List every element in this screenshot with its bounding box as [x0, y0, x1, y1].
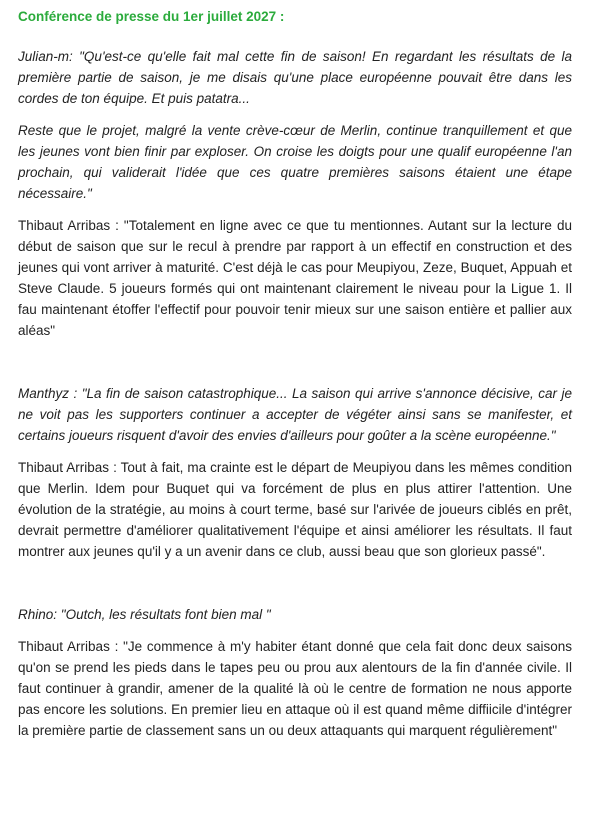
answer-arribas-2: Thibaut Arribas : Tout à fait, ma crainte est le départ de Meupiyou dans les mêmes condition que Merlin. Idem pour Buquet qui va forcément de plus en plus attirer l'attention. Une évolution de la stratégie, au moins à court terme, basé sur l'arivée de joueurs ciblés en prêt, devrait permettre d'améliorer qualitativement l'équipe et ainsi améliorer les résultats. Il faut montrer aux jeunes qu'il y a un avenir dans ce club, aussi beau que son glorieux passé". [18, 460, 572, 559]
question-julian-part2: Reste que le projet, malgré la vente crève-cœur de Merlin, continue tranquillement et que les jeunes vont bien finir par exploser. On croise les doigts pour une qualif européenne l'an prochain, qui validerait l'idée que ces quatre premières saisons étaient une étape nécessaire." [18, 123, 572, 201]
question-rhino: Rhino: "Outch, les résultats font bien mal " [18, 607, 271, 622]
answer-arribas-3: Thibaut Arribas : "Je commence à m'y habiter étant donné que cela fait donc deux saisons qu'on se prend les pieds dans le tapes peu ou prou aux alentours de la fin d'année civile. Il faut continuer à grandir, amener de la qualité là où le centre de formation ne nous apporte pas encore les solutions. En premier lieu en attaque où il est quand même diffiicile d'intégrer la première partie de classement sans un ou deux attaquants qui marquent régulièrement" [18, 639, 572, 738]
answer-arribas-1: Thibaut Arribas : "Totalement en ligne avec ce que tu mentionnes. Autant sur la lecture du début de saison que sur le recul à prendre par rapport à un effectif en construction et des jeunes qui vont arriver à maturité. C'est déjà le cas pour Meupiyou, Zeze, Buquet, Appuah et Steve Claude. 5 joueurs formés qui ont maintenant clairement le niveau pour la Ligue 1. Il fau maintenant étoffer l'effectif pour pouvoir tenir mieux sur une saison entière et pallier aux aléas" [18, 218, 572, 338]
section-spacer [18, 562, 572, 604]
paragraph-spacer [18, 446, 572, 457]
question-manthyz: Manthyz : "La fin de saison catastrophique... La saison qui arrive s'annonce décisive, car je ne voit pas les supporters continuer a accepter de végéter ainsi sans se manifester, et certains joueurs risquent d'avoir des envies d'ailleurs pour goûter a la scène européenne." [18, 386, 572, 443]
paragraph-spacer [18, 204, 572, 215]
paragraph-spacer [18, 109, 572, 120]
section-spacer [18, 341, 572, 383]
document-title: Conférence de presse du 1er juillet 2027 : [18, 9, 285, 24]
question-julian-part1: Julian-m: "Qu'est-ce qu'elle fait mal cette fin de saison! En regardant les résultats de la première partie de saison, je me disais qu'une place européenne pouvait être dans les cordes de ton équipe. Et puis patatra... [18, 49, 572, 106]
paragraph-spacer [18, 625, 572, 636]
press-conference-document [18, 8, 572, 741]
